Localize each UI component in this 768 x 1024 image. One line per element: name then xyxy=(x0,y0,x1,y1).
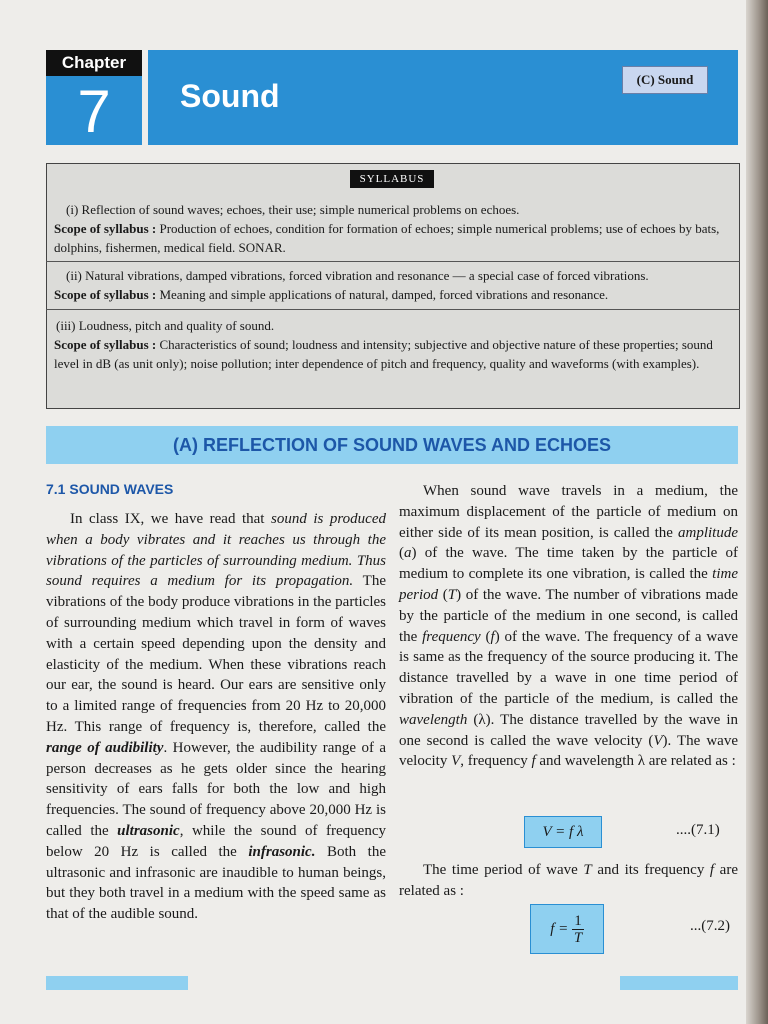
text-run: , frequency xyxy=(460,753,532,770)
text-run: ( xyxy=(399,545,404,562)
text-run: When sound wave travels in a medium, the maximum displacement of the particle of medium on either side of its mean position, is called the xyxy=(399,483,738,541)
equation-number: ....(7.1) xyxy=(676,822,720,838)
italic-term: time period xyxy=(399,566,738,603)
italic-term: wavelength xyxy=(399,711,468,728)
italic-symbol: T xyxy=(583,862,592,878)
text-run: and its frequency xyxy=(591,862,710,878)
scope-text: Meaning and simple applications of natural, damped, forced vibrations and resonance. xyxy=(159,287,609,302)
text-run: are related as : xyxy=(399,862,738,899)
syllabus-section-2 xyxy=(46,266,738,304)
text-run: The vibrations of the body produce vibrations in the particles of surrounding medium which travel in form of waves with a certain speed depending upon the density and elasticity of the medium. When these vibrations reach our ear, the sound is heard. Our ears are sensitive only to a limited range of frequencies from 20 Hz to 20,000 Hz. This range of frequency is, therefore, called the xyxy=(46,573,386,735)
left-column xyxy=(46,509,386,925)
section-heading: (A) REFLECTION OF SOUND WAVES AND ECHOES xyxy=(172,435,611,455)
bold-italic-term: ultrasonic xyxy=(117,822,180,839)
section-tag: (C) Sound xyxy=(622,66,708,94)
paragraph xyxy=(399,860,738,902)
subsection-heading: 7.1 SOUND WAVES xyxy=(46,481,174,497)
paragraph xyxy=(46,509,386,925)
syllabus-section-3 xyxy=(46,316,738,373)
italic-symbol: a xyxy=(404,545,412,562)
text-run: , while the sound of frequency below 20 Hz is called the xyxy=(46,822,386,860)
page-edge xyxy=(746,0,768,1024)
chapter-label: Chapter xyxy=(46,50,142,76)
syllabus-topic-2: (ii) Natural vibrations, damped vibrations, forced vibration and resonance — a special case of forced vibrations. xyxy=(66,268,649,283)
footer-bar-left xyxy=(46,976,188,990)
scope-text: Production of echoes, condition for formation of echoes; simple numerical problems; use of echoes by bats, dolphins, fishermen, medical field. SONAR. xyxy=(54,221,720,255)
scope-label: Scope of syllabus : xyxy=(54,221,157,236)
text-run: and wavelength λ are related as : xyxy=(535,753,736,770)
chapter-number: 7 xyxy=(77,78,111,145)
italic-run: sound is produced when a body vibrates and it reaches us through the vibrations of the particles of surrounding medium. Thus sound requires a medium for its propagation. xyxy=(46,511,386,590)
chapter-title: Sound xyxy=(180,78,280,114)
italic-term: amplitude xyxy=(678,524,738,541)
text-run: ) of the wave. The number of vibrations made by the particle of the medium in one second, is called the xyxy=(399,586,738,645)
italic-symbol: f xyxy=(531,753,536,770)
fraction-denominator: T xyxy=(573,929,583,946)
italic-symbol: f xyxy=(709,862,715,878)
text-run: Both the ultrasonic and infrasonic are inaudible to human beings, but they both travel in a medium with the speed same as that of the audible sound. xyxy=(46,843,386,923)
fraction-numerator: 1 xyxy=(574,912,582,929)
fraction xyxy=(572,913,584,946)
equation-7-2 xyxy=(530,904,604,954)
text-run: (λ). The distance travelled by the wave in one second is called the wave velocity ( xyxy=(399,711,738,749)
bold-italic-term: range of audibility xyxy=(46,739,164,756)
text-run: ( xyxy=(438,586,448,603)
equation-7-1: V = f λ xyxy=(524,816,602,848)
footer-bar-right xyxy=(620,976,738,990)
text-run: In class IX, we have read that xyxy=(70,511,271,527)
text-run: ). The wave velocity xyxy=(399,732,738,770)
syllabus-section-1 xyxy=(46,200,738,257)
bold-italic-term: infrasonic. xyxy=(248,843,316,860)
text-run: ) of the wave. The frequency of a wave is same as the frequency of the source producing it. The distance travelled by a wave in one time period of vibration of the particle of the medium, is called the xyxy=(399,628,739,707)
scope-label: Scope of syllabus : xyxy=(54,337,157,352)
right-column xyxy=(399,481,738,772)
scope-text: Characteristics of sound; loudness and intensity; subjective and objective nature of these properties; sound level in dB (as unit only); noise pollution; inter dependence of pitch and frequency, quality and waveforms (with examples). xyxy=(54,337,713,371)
italic-term: frequency xyxy=(422,628,481,645)
syllabus-divider xyxy=(46,261,740,262)
text-run: The time period of wave xyxy=(423,862,584,878)
syllabus-scope-1 xyxy=(54,221,719,255)
paragraph xyxy=(399,481,738,772)
italic-symbol: V xyxy=(451,753,461,770)
equation-number: ...(7.2) xyxy=(690,918,730,934)
right-paragraph-2 xyxy=(399,860,738,902)
syllabus-scope-2 xyxy=(54,287,608,302)
syllabus-topic-1: (i) Reflection of sound waves; echoes, their use; simple numerical problems on echoes. xyxy=(66,202,520,217)
text-run: . However, the audibility range of a person decreases as he gets older since the hearing sensitivity of ears falls for both the low and high frequencies. The sound of frequency above 20,000 Hz is called the xyxy=(46,739,386,839)
italic-symbol: T xyxy=(447,586,457,603)
equation-lhs: f = xyxy=(550,920,569,937)
syllabus-topic-3: (iii) Loudness, pitch and quality of sound. xyxy=(56,318,275,333)
text-run: ( xyxy=(480,628,491,645)
syllabus-label: SYLLABUS xyxy=(350,170,434,188)
scope-label: Scope of syllabus : xyxy=(54,287,157,302)
text-run: ) of the wave. The time taken by the particle of medium to complete its one vibration, is called the xyxy=(399,545,738,583)
italic-symbol: f xyxy=(490,628,495,645)
italic-symbol: V xyxy=(653,732,663,749)
syllabus-divider xyxy=(46,309,740,310)
syllabus-scope-3 xyxy=(54,337,713,371)
